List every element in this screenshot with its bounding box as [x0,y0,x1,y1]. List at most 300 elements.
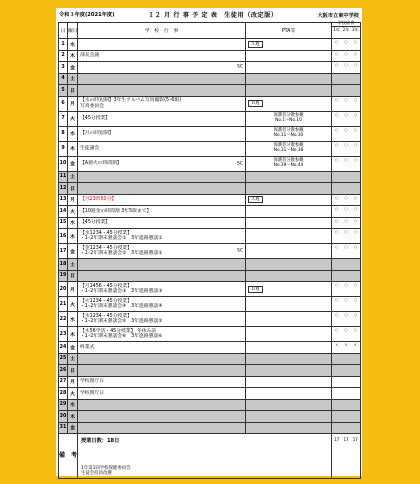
col-sub-2: 2年 [342,26,350,32]
lunch-mark [351,423,360,434]
pta-cell [246,73,332,85]
lunch-cell [332,312,361,327]
day-of-week: 土 [68,259,78,271]
event-cell [78,206,246,218]
day-number: 24 [59,342,68,354]
event-text: 終業式 [80,344,95,350]
lunch-mark: × [353,342,357,347]
day-of-week: 火 [68,388,78,400]
day-row [59,229,361,244]
lunch-mark [332,85,341,96]
day-number: 20 [59,282,68,297]
event-cell [78,62,246,74]
event-cell [78,388,246,400]
day-row [59,297,361,312]
event-cell [78,353,246,365]
lunch-cell [332,73,361,85]
lunch-mark: ○ [334,244,339,249]
lunch-cell [332,422,361,434]
lunch-cell [332,411,361,423]
event-text: 【45分授業】 [80,220,111,226]
pta-cell [246,171,332,183]
pta-cell [246,206,332,218]
lunch-mark [341,271,350,282]
lunch-mark: ○ [334,141,339,147]
lunch-cell [332,194,361,206]
col-sub-3: 3年 [352,26,359,32]
lunch-mark: ○ [353,327,358,332]
pta-cell [246,111,332,126]
lunch-cell [332,365,361,377]
event-text: 【水の時短制】3年生アルバム写真撮影(5･6限) [80,98,182,104]
day-of-week: 月 [68,282,78,297]
day-of-week: 木 [68,327,78,342]
day-row [59,365,361,377]
event-text: 生徒議会 [80,145,100,151]
lunch-mark: ○ [344,62,348,67]
day-row [59,96,361,111]
pta-cell [246,297,332,312]
day-of-week: 日 [68,85,78,97]
lunch-cell [332,96,361,111]
lunch-mark: ○ [353,50,358,56]
day-of-week: 土 [68,171,78,183]
lunch-mark: ○ [334,126,339,132]
event-cell [78,365,246,377]
pta-text: 保護者分散参観 [273,112,304,118]
lunch-mark: ○ [344,156,348,162]
day-of-week: 水 [68,217,78,229]
lunch-mark [341,172,350,183]
day-number: 26 [59,365,68,377]
day-row [59,342,361,354]
lunch-mark: ○ [344,229,348,234]
day-of-week: 水 [68,39,78,51]
pta-cell [246,422,332,434]
pta-cell [246,399,332,411]
lunch-mark [351,74,360,85]
day-of-week: 日 [68,270,78,282]
lunch-cell [332,259,361,271]
day-row [59,39,361,51]
col-sub-1: 1年 [333,26,340,32]
remarks-notes [78,466,331,476]
lunch-mark [341,388,350,399]
day-number: 27 [59,376,68,388]
day-number: 23 [59,327,68,342]
day-of-week: 水 [68,126,78,141]
day-number: 5 [59,85,68,97]
remarks-content [78,434,332,479]
lunch-mark: ○ [344,194,348,200]
lunch-mark: ○ [353,39,358,44]
lunch-mark [341,400,350,411]
pta-cell [246,229,332,244]
lunch-mark [332,377,341,388]
day-number: 4 [59,73,68,85]
lunch-cell [332,244,361,259]
day-number: 9 [59,141,68,156]
event-text: 学校閉庁日 [80,390,104,396]
pta-cell [246,217,332,229]
event-text: 【10週金の時間割 3年5限まで】 [80,208,152,214]
day-number: 31 [59,422,68,434]
day-number: 10 [59,156,68,171]
event-subtext: ・1･2年期末懇談会⑤ 3年進路懇談⑤ [80,319,163,324]
event-cell [78,229,246,244]
event-cell [78,312,246,327]
lunch-mark [332,259,341,270]
day-of-week: 日 [68,183,78,195]
day-of-week: 金 [68,422,78,434]
event-cell [78,259,246,271]
lunch-mark [351,377,360,388]
day-number: 15 [59,217,68,229]
day-number: 25 [59,353,68,365]
day-row [59,171,361,183]
day-row [59,259,361,271]
lunch-mark: ○ [334,206,339,211]
pta-text: 保護者分散参観 [273,127,304,133]
day-row [59,85,361,97]
lunch-mark [332,271,341,282]
day-row [59,183,361,195]
lunch-mark: ○ [353,206,358,211]
lunch-mark: ○ [353,282,358,287]
lunch-mark: ○ [353,126,358,132]
day-row [59,388,361,400]
event-cell [78,297,246,312]
day-row [59,282,361,297]
lunch-cell [332,62,361,74]
lunch-mark [332,74,341,85]
pta-subtext: No.1～No.10 [275,117,302,123]
day-number: 13 [59,194,68,206]
lunch-cell [332,111,361,126]
day-row [59,353,361,365]
pta-cell [246,62,332,74]
lunch-mark [341,183,350,194]
total-2: 17 [343,437,349,442]
day-number: 28 [59,388,68,400]
col-events: 学 校 行 事 [78,23,246,39]
page-title: １２ 月 行 事 予 定 表 生徒用（改定版） [148,12,278,19]
lunch-mark: ○ [344,50,348,56]
pta-cell [246,376,332,388]
lunch-mark [341,354,350,365]
lunch-cell [332,282,361,297]
lunch-mark: × [344,342,348,347]
week-badge: Ｂ週 [248,286,263,293]
remarks-note: 1年第1回学校保健委員会 [81,466,131,471]
pta-text: 保護者分散参観 [273,157,304,163]
day-of-week: 木 [68,229,78,244]
remarks-label: 備 考 [59,434,78,479]
lunch-mark: ○ [334,62,339,67]
day-row [59,194,361,206]
day-number: 6 [59,96,68,111]
day-of-week: 木 [68,141,78,156]
lunch-cell [332,342,361,354]
lunch-mark [351,365,360,376]
day-of-week: 水 [68,399,78,411]
pta-text: 保護者分散参観 [273,142,304,148]
lunch-mark [332,354,341,365]
day-number: 29 [59,399,68,411]
pta-cell [246,194,332,206]
event-text: 部長会議 [80,53,100,59]
total-3: 17 [352,437,358,442]
day-number: 3 [59,62,68,74]
lunch-mark [332,365,341,376]
day-of-week: 土 [68,353,78,365]
event-text: 【A週火の時間割】 [80,160,122,166]
pta-subtext: No.31～No.38 [273,147,304,153]
sheet-header [56,8,362,22]
day-number: 19 [59,270,68,282]
day-number: 7 [59,111,68,126]
event-text: 【水1234・45分授業】 [80,230,132,236]
day-of-week: 火 [68,111,78,126]
event-subtext: ・1･2年期末懇談会⑥ 3年進路懇談⑥ [80,334,163,339]
event-cell [78,50,246,62]
lunch-mark: ○ [353,194,358,200]
lunch-mark [332,172,341,183]
day-row [59,50,361,62]
lunch-mark [351,400,360,411]
day-number: 2 [59,50,68,62]
day-of-week: 金 [68,342,78,354]
day-row [59,126,361,141]
total-1: 17 [334,437,340,442]
day-number: 1 [59,39,68,51]
event-text: 【月23時50分】 [80,197,117,203]
event-cell [78,282,246,297]
lunch-mark: ○ [334,111,339,117]
event-text: 【金1234・45分授業】 [80,245,132,251]
event-cell [78,411,246,423]
lunch-mark [341,74,350,85]
lunch-mark: ○ [353,141,358,147]
lunch-mark: ○ [334,96,339,102]
lunch-cell [332,388,361,400]
pta-cell [246,156,332,171]
day-of-week: 金 [68,156,78,171]
lunch-cell [332,229,361,244]
event-cell [78,126,246,141]
lunch-mark: ○ [353,297,358,302]
lunch-cell [332,399,361,411]
day-row [59,62,361,74]
day-number: 22 [59,312,68,327]
lunch-mark: ○ [334,194,339,200]
event-cell [78,171,246,183]
lunch-mark: ○ [353,156,358,162]
event-cell [78,376,246,388]
col-dow: 曜日 [68,23,78,39]
totals [332,434,360,481]
event-cell [78,194,246,206]
lunch-mark [332,423,341,434]
pta-cell [246,312,332,327]
event-cell [78,141,246,156]
pta-cell [246,270,332,282]
day-number: 11 [59,171,68,183]
day-row [59,206,361,218]
schedule-sheet [56,8,362,476]
day-row [59,141,361,156]
event-cell [78,39,246,51]
event-subtext: 写真委員会 [80,103,104,109]
lunch-mark [341,85,350,96]
event-subtext: ・1･2年期末懇談会① 3年進路懇談① [80,236,163,241]
lunch-mark [351,271,360,282]
day-row [59,111,361,126]
lunch-mark: ○ [353,111,358,117]
lunch-mark: ○ [344,312,348,317]
lunch-mark [332,388,341,399]
lunch-mark: ○ [344,244,348,249]
lunch-mark: ○ [344,39,348,44]
event-subtext: ・1･2年期末懇談会② 3年進路懇談② [80,251,163,256]
event-text: 学校閉庁日 [80,379,104,385]
pta-subtext: No.39～No.44 [273,162,304,168]
day-of-week: 火 [68,297,78,312]
day-number: 17 [59,244,68,259]
lunch-mark: ○ [344,141,348,147]
lunch-mark [351,172,360,183]
event-cell [78,96,246,111]
lunch-mark [341,377,350,388]
lunch-mark: ○ [353,312,358,317]
day-number: 8 [59,126,68,141]
lunch-mark: ○ [344,111,348,117]
day-of-week: 金 [68,62,78,74]
lunch-mark [341,423,350,434]
day-of-week: 日 [68,365,78,377]
pta-cell [246,183,332,195]
fiscal-year: 令和３年度(2021年度) [59,12,115,18]
lunch-cell [332,206,361,218]
pta-cell [246,126,332,141]
lunch-mark [351,354,360,365]
lunch-mark: ○ [334,229,339,234]
event-cell [78,217,246,229]
pta-cell [246,342,332,354]
lunch-cell [332,183,361,195]
lunch-mark: ○ [334,327,339,332]
event-subtext: ・1･2年期末懇談会③ 3年進路懇談③ [80,289,163,294]
lunch-mark: ○ [334,297,339,302]
event-cell [78,327,246,342]
remarks-row [59,434,361,479]
day-row [59,376,361,388]
event-cell [78,111,246,126]
day-row [59,422,361,434]
event-cell [78,270,246,282]
lunch-mark [332,400,341,411]
day-of-week: 月 [68,96,78,111]
day-row [59,399,361,411]
lunch-mark: ○ [344,297,348,302]
lunch-cell [332,141,361,156]
lunch-mark [351,183,360,194]
pta-cell [246,327,332,342]
lunch-mark: ○ [353,217,358,223]
day-of-week: 木 [68,411,78,423]
day-number: 16 [59,229,68,244]
pta-cell [246,282,332,297]
lunch-mark: ○ [344,206,348,211]
lunch-mark [341,259,350,270]
day-row [59,244,361,259]
event-cell [78,342,246,354]
pta-cell [246,388,332,400]
week-badge: Ｂ週 [248,100,263,107]
lunch-mark [332,183,341,194]
lunch-cell [332,85,361,97]
lunch-mark: ○ [334,312,339,317]
lunch-mark [351,259,360,270]
lunch-mark [341,411,350,422]
pta-cell [246,244,332,259]
event-cell [78,183,246,195]
school-days: 授業日数：18日 [81,438,120,444]
sc-marker: SC [237,160,243,166]
lunch-mark: × [334,342,339,347]
lunch-mark [351,85,360,96]
pta-cell [246,259,332,271]
day-row [59,270,361,282]
lunch-mark [351,388,360,399]
event-cell [78,422,246,434]
pta-cell [246,365,332,377]
lunch-cell [332,217,361,229]
event-text: 【45分授業】 [80,115,111,121]
lunch-cell [332,50,361,62]
school-name: 大阪市立東中学校 [317,13,359,19]
day-of-week: 月 [68,376,78,388]
event-text: 【月1456・45分授業】 [80,283,132,289]
lunch-mark: ○ [353,244,358,249]
lunch-mark [341,365,350,376]
lunch-cell [332,297,361,312]
day-row [59,411,361,423]
pta-cell [246,353,332,365]
lunch-cell [332,171,361,183]
col-lunch-label: 学校給食 [332,20,360,27]
pta-cell [246,96,332,111]
day-of-week: 土 [68,73,78,85]
event-cell [78,156,246,171]
lunch-cell [332,126,361,141]
lunch-cell [332,270,361,282]
day-row [59,156,361,171]
event-text: 【火1234・45分授業】 [80,298,132,304]
lunch-cell [332,376,361,388]
col-pta: PTA等 [246,23,332,39]
event-cell [78,399,246,411]
lunch-mark: ○ [344,327,348,332]
lunch-mark: ○ [334,50,339,56]
event-cell [78,85,246,97]
remarks-note: 生徒会役員改選 [81,471,112,477]
lunch-mark: ○ [344,96,348,102]
event-text: 【木56学活・45分授業】 冬休み前 [80,328,157,334]
event-text: 【水1234・45分授業】 [80,313,132,319]
lunch-mark: ○ [344,282,348,287]
lunch-mark: ○ [353,96,358,102]
